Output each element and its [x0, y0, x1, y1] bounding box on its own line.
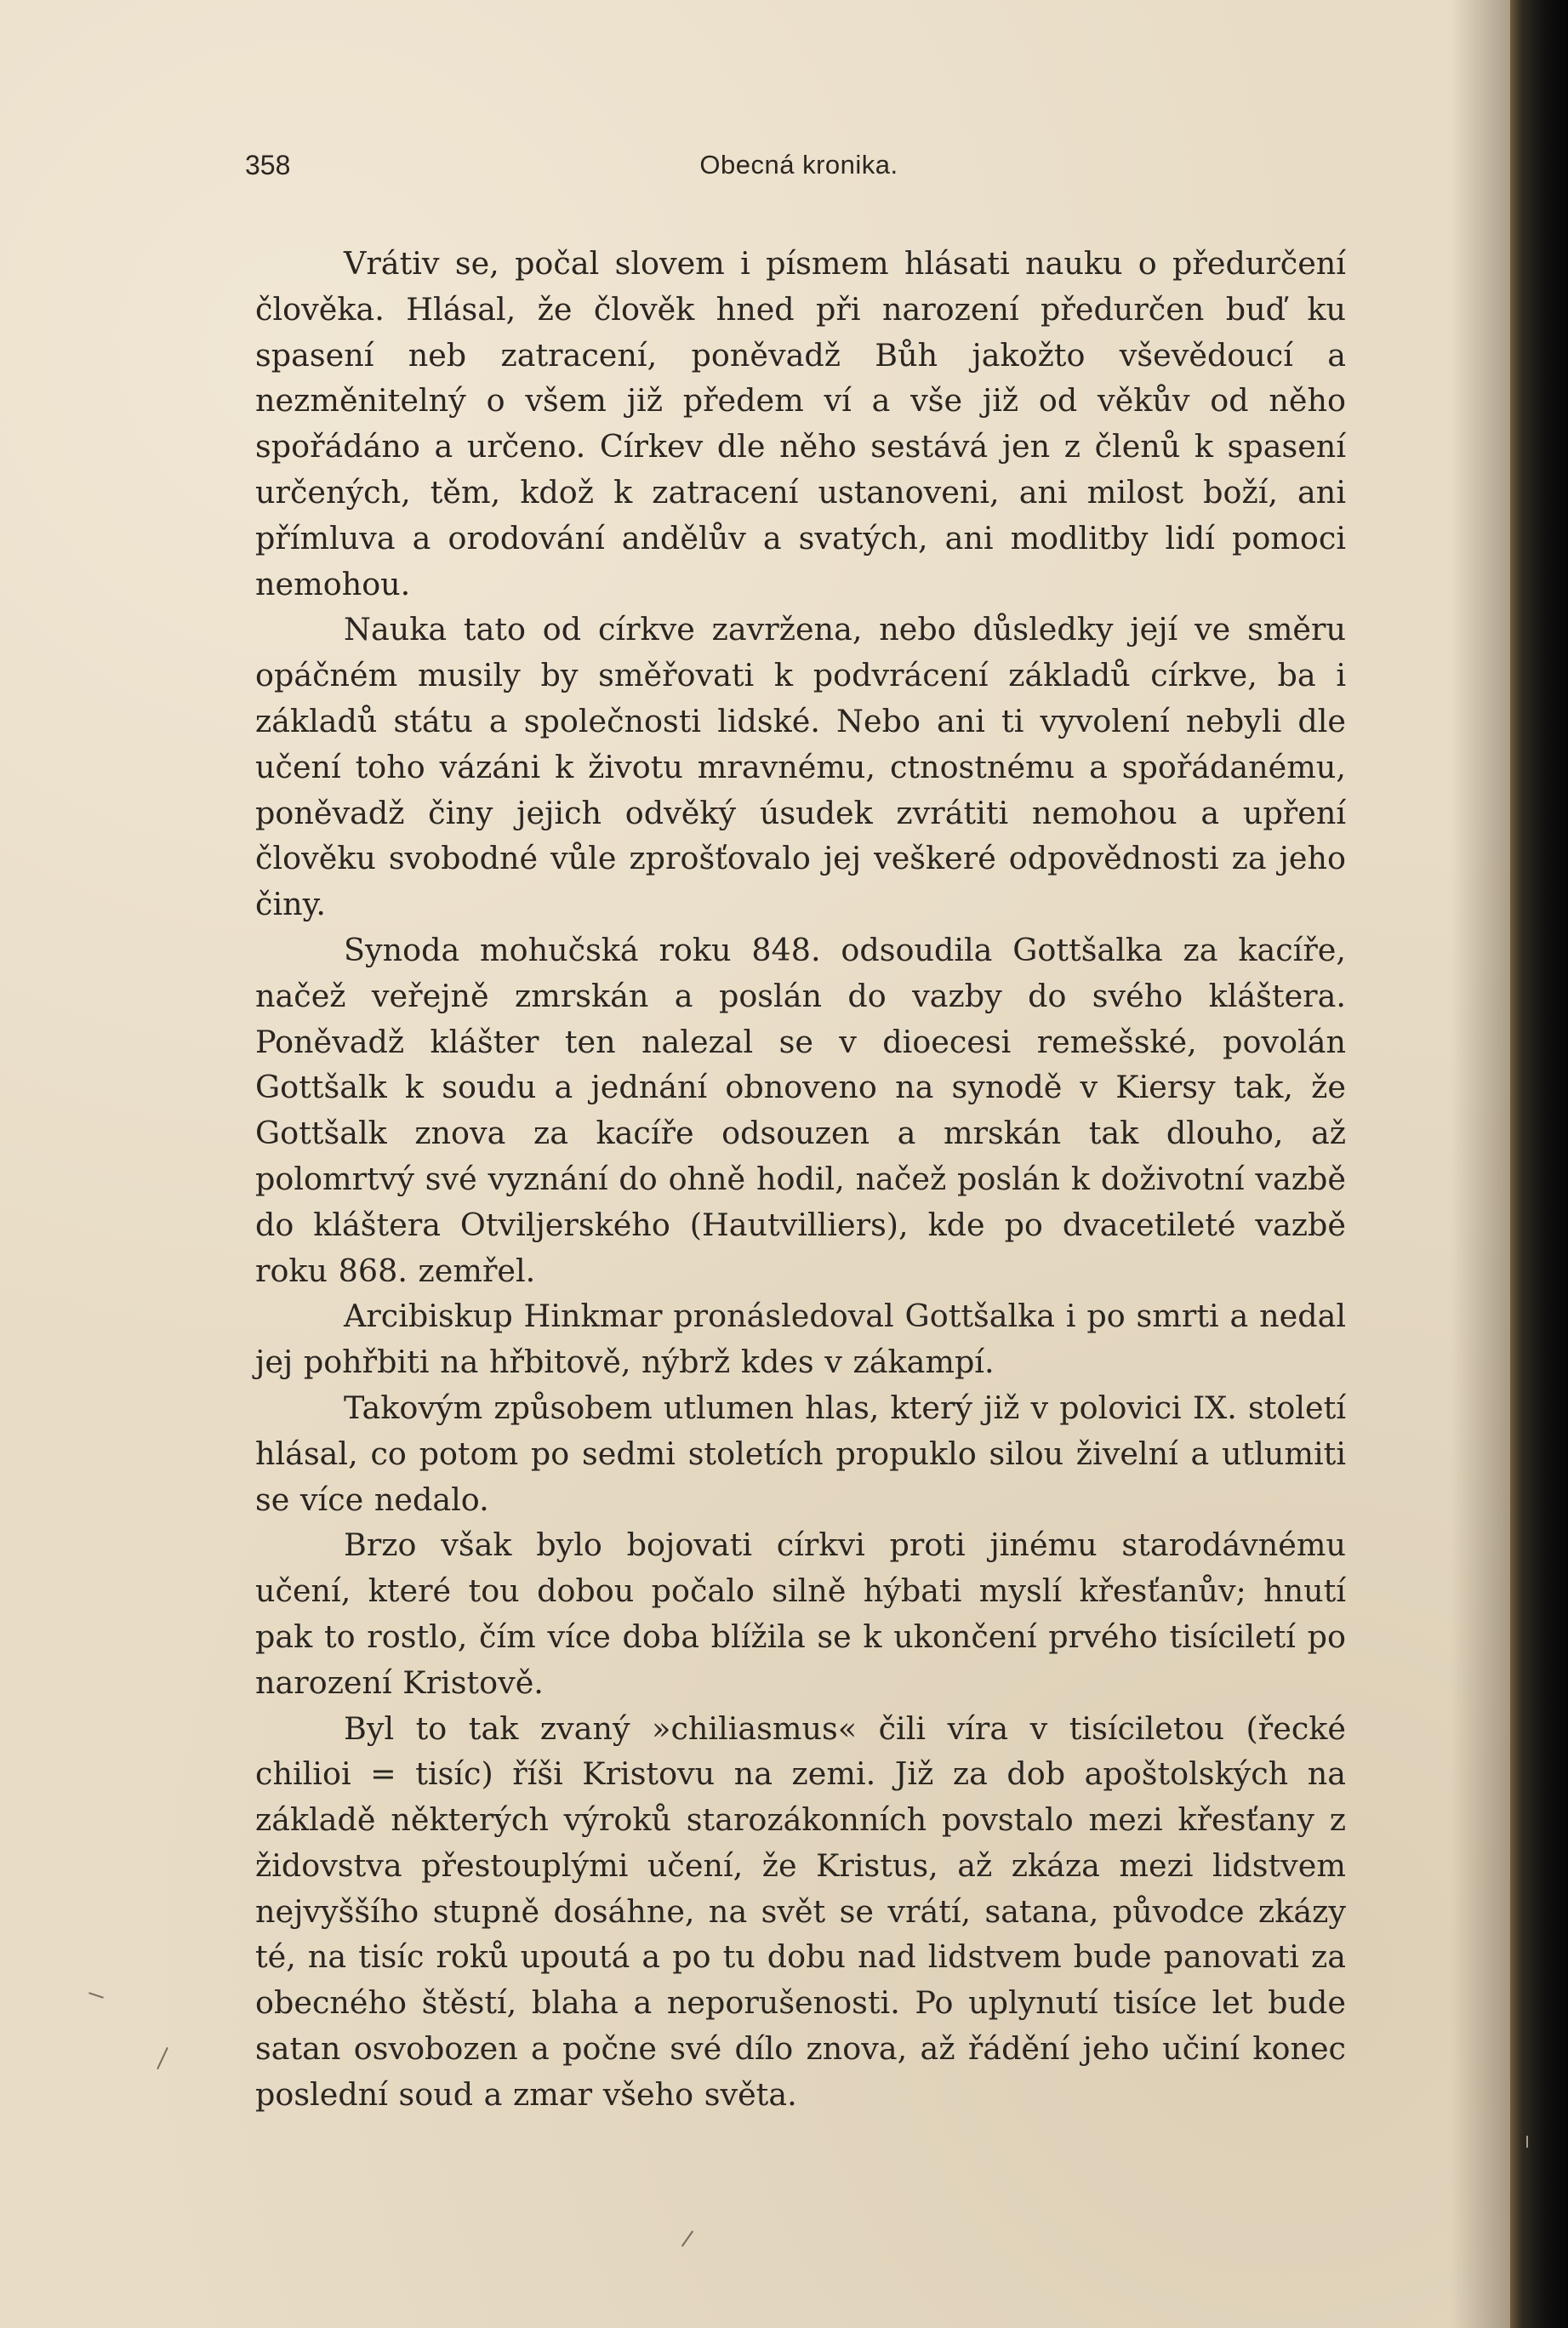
page-number: 358 — [245, 150, 291, 180]
paragraph-predestination: Vrátiv se, počal slovem i písmem hlásati nauku o předurčení člověka. Hlásal, že člověk hned při narození předurčen buď ku spasení neb zatracení, poněvadž Bůh jakožto vševědoucí a nezměnitelný o všem již předem ví a vše již od věkův od něho spořádáno a určeno. Církev dle něho sestává jen z členů k spasení určených, těm, kdož k zatracení ustanoveni, ani milost boží, ani přímluva a orodování andělův a svatých, ani modlitby lidí pomoci nemohou. — [255, 245, 1346, 602]
gutter-shadow — [1451, 0, 1510, 2328]
margin-mark — [88, 1992, 104, 1998]
paragraph-old-teaching: Brzo však bylo bojovati církvi proti jinému starodávnému učení, které tou dobou počalo silně hýbati myslí křesťanův; hnutí pak to rostlo, čím více doba blížila se k ukončení prvého tisíciletí po narození Kristově. — [255, 1526, 1346, 1701]
paragraph-chiliasm: Byl to tak zvaný »chiliasmus« čili víra v tisíciletou (řecké chilioi = tisíc) říši Kristovu na zemi. Již za dob apoštolských na základě některých výroků starozákonních povstalo mezi křesťany z židovstva přestouplými učení, že Kristus, až zkáza mezi lidstvem nejvyššího stupně dosáhne, na svět se vrátí, satana, původce zkázy té, na tisíc roků upoutá a po tu dobu nad lidstvem bude panovati za obecného štěstí, blaha a neporušenosti. Po uplynutí tisíce let bude satan osvobozen a počne své dílo znova, až řádění jeho učiní konec poslední soud a zmar všeho světa. — [255, 1709, 1346, 2113]
paragraph-doctrine-rejected: Nauka tato od církve zavržena, nebo důsledky její ve směru opáčném musily by směřovati k podvrácení základů církve, ba i základů státu a společnosti lidské. Nebo ani ti vyvolení nebyli dle učení toho vázáni k životu mravnému, ctnostnému a spořádanému, poněvadž činy jejich odvěký úsudek zvrátiti nemohou a upření člověku svobodné vůle zprošťovalo jej veškeré odpovědnosti za jeho činy. — [255, 611, 1346, 923]
book-binding-edge — [1510, 0, 1568, 2328]
margin-mark — [681, 2230, 693, 2246]
body-text — [255, 241, 1346, 2118]
paragraph-voice-silenced: Takovým způsobem utlumen hlas, který již v polovici IX. století hlásal, co potom po sedmi stoletích propuklo silou živelní a utlumiti se více nedalo. — [255, 1389, 1346, 1518]
margin-mark — [157, 2047, 168, 2069]
paragraph-synod-mainz: Synoda mohučská roku 848. odsoudila Gottšalka za kacíře, načež veřejně zmrskán a poslán do vazby do svého kláštera. Poněvadž klášter ten nalezal se v dioecesi remešské, povolán Gottšalk k soudu a jednání obnoveno na synodě v Kiersy tak, že Gottšalk znova za kacíře odsouzen a mrskán tak dlouho, až polomrtvý své vyznání do ohně hodil, načež poslán k doživotní vazbě do kláštera Otviljerského (Hautvilliers), kde po dvacetileté vazbě roku 868. zemřel. — [255, 931, 1346, 1289]
running-title: Obecná kronika. — [699, 150, 898, 180]
paragraph-hinkmar: Arcibiskup Hinkmar pronásledoval Gottšalka i po smrti a nedal jej pohřbiti na hřbitově, nýbrž kdes v zákampí. — [255, 1298, 1346, 1381]
margin-mark — [1526, 2136, 1528, 2148]
page-header — [245, 150, 1353, 192]
